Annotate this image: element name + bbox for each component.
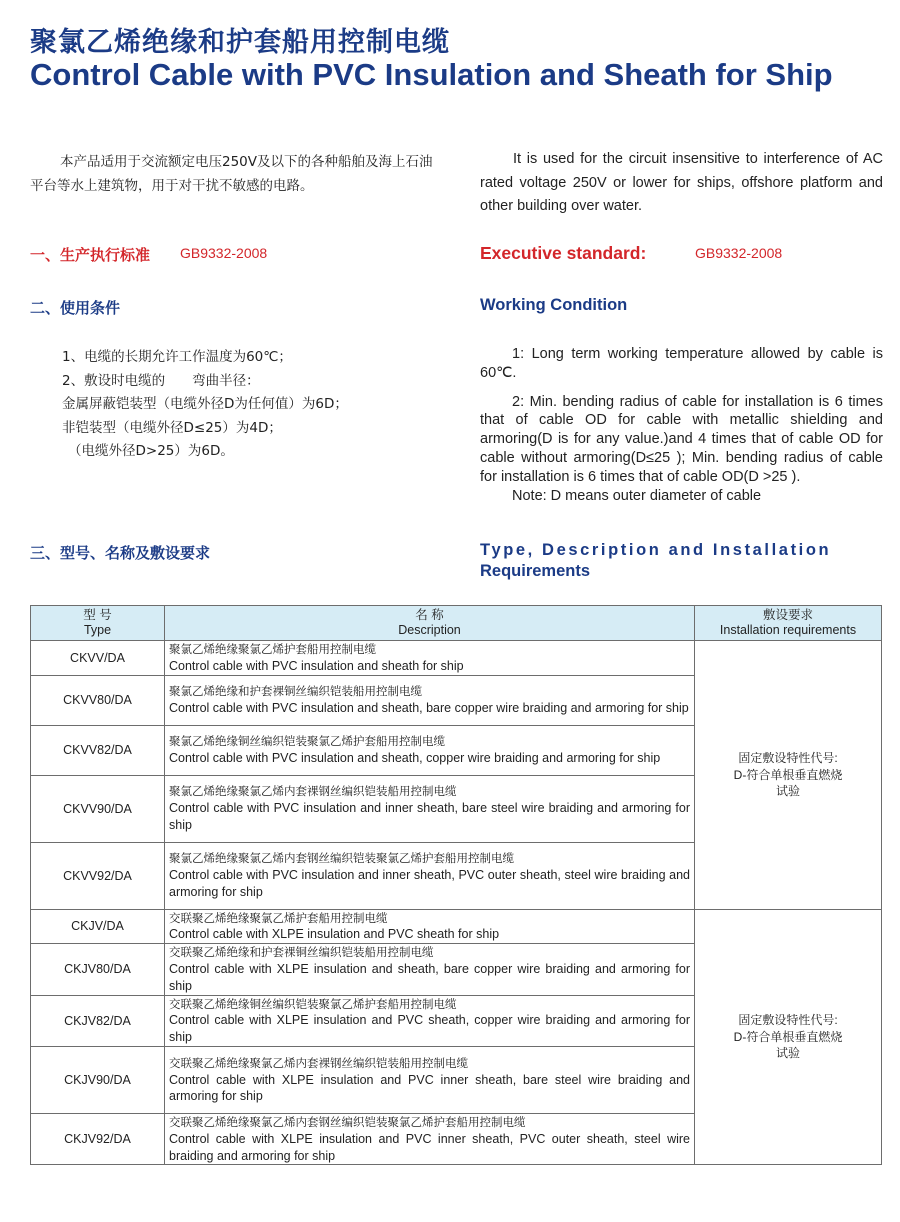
description-en: Control cable with PVC insulation and sheath for ship (169, 658, 464, 673)
description-cn: 交联聚乙烯绝缘聚氯乙烯内套裸钢丝编织铠装船用控制电缆 (169, 1055, 468, 1070)
cable-description-cell (165, 1113, 695, 1164)
description-en: Control cable with PVC insulation and sheath, copper wire braiding and armoring for ship (169, 751, 661, 766)
cable-type-cell: CKJV82/DA (31, 995, 165, 1046)
cable-description-cell (165, 995, 695, 1046)
installation-requirement-cell (695, 909, 882, 1165)
description-cn: 交联聚乙烯绝缘铜丝编织铠装聚氯乙烯护套船用控制电缆 (169, 996, 457, 1011)
cable-type-cell: CKVV82/DA (31, 725, 165, 775)
description-cn: 聚氯乙烯绝缘聚氯乙烯内套钢丝编织铠装聚氯乙烯护套船用控制电缆 (169, 851, 514, 866)
installation-line: D-符合单根垂直燃烧 (733, 767, 843, 782)
description-cn: 交联聚乙烯绝缘聚氯乙烯护套船用控制电缆 (169, 910, 388, 925)
type-header-cn: 型 号 (83, 607, 112, 622)
page-title-en: Control Cable with PVC Insulation and Sheath for Ship (30, 57, 833, 92)
description-cn: 交联聚乙烯绝缘和护套裸铜丝编织铠装船用控制电缆 (169, 945, 434, 960)
condition-paragraph: 2: Min. bending radius of cable for installation is 6 times that of cable OD for cable with metallic shielding and armoring(D is for any value.)and 4 times that of cable OD for cable without armoring(D≤25 ); Min. bending radius of cable for installation is 6 times that of cable OD(D >25 ). (480, 393, 883, 485)
type-section-heading-en (480, 540, 883, 582)
standard-value-en: GB9332-2008 (695, 245, 783, 261)
intro-en: It is used for the circuit insensitive to interference of AC rated voltage 250V or lower for ships, offshore platform and other building over water. (480, 151, 883, 214)
description-cn: 聚氯乙烯绝缘和护套裸铜丝编织铠装船用控制电缆 (169, 684, 422, 699)
cable-spec-table (30, 605, 882, 1165)
type-header (31, 606, 165, 641)
working-condition-en (480, 345, 883, 505)
standard-label-cn: 一、生产执行标准 (30, 246, 151, 264)
type-heading-line: Type, Description and Installation (480, 541, 832, 559)
description-cn: 交联聚乙烯绝缘聚氯乙烯内套钢丝编织铠装聚氯乙烯护套船用控制电缆 (169, 1114, 526, 1129)
condition-line: 金属屏蔽铠装型（电缆外径D为任何值）为6D； (62, 396, 348, 412)
condition-line: 非铠装型（电缆外径D≤25）为4D； (62, 419, 282, 436)
condition-paragraph: Note: D means outer diameter of cable (512, 487, 762, 504)
description-header-en: Description (398, 623, 461, 637)
installation-line: 固定敷设特性代号: (738, 751, 838, 766)
description-en: Control cable with PVC insulation and inner sheath, bare steel wire braiding and armoring for ship (169, 801, 690, 832)
installation-line: D-符合单根垂直燃烧 (733, 1029, 843, 1044)
condition-paragraph: 1: Long term working temperature allowed by cable is 60℃. (480, 346, 883, 381)
condition-line: 1、电缆的长期允许工作温度为60℃； (62, 349, 292, 365)
cable-description-cell (165, 944, 695, 995)
installation-line: 试验 (775, 1046, 800, 1061)
standard-label-en: Executive standard: (480, 243, 647, 263)
description-header (165, 606, 695, 641)
cable-description-cell (165, 1046, 695, 1113)
installation-header-cn: 敷设要求 (762, 607, 813, 622)
table-header-row (31, 606, 882, 641)
type-heading-line: Requirements (480, 562, 591, 580)
working-condition-cn (62, 346, 442, 464)
cable-description-cell (165, 842, 695, 909)
cable-description-cell (165, 725, 695, 775)
working-condition-heading-en: Working Condition (480, 296, 628, 314)
cable-type-cell: CKVV92/DA (31, 842, 165, 909)
table-body (31, 641, 882, 1165)
cable-type-cell: CKJV/DA (31, 909, 165, 944)
installation-header (695, 606, 882, 641)
cable-description-cell (165, 641, 695, 676)
type-header-en: Type (83, 623, 112, 637)
type-section-heading-cn: 三、型号、名称及敷设要求 (30, 544, 211, 562)
page-title-cn: 聚氯乙烯绝缘和护套船用控制电缆 (30, 27, 450, 58)
cable-type-cell: CKJV92/DA (31, 1113, 165, 1164)
cable-type-cell: CKVV/DA (31, 641, 165, 676)
condition-line: 2、敷设时电缆的 弯曲半径： (62, 372, 260, 389)
table-row (31, 641, 882, 676)
cable-description-cell (165, 675, 695, 725)
description-cn: 聚氯乙烯绝缘铜丝编织铠装聚氯乙烯护套船用控制电缆 (169, 734, 445, 749)
description-en: Control cable with XLPE insulation and PVC inner sheath, bare steel wire braiding and armoring for ship (169, 1072, 690, 1104)
condition-line: （电缆外径D>25）为6D。 (68, 443, 234, 459)
installation-line: 试验 (775, 784, 800, 799)
description-en: Control cable with XLPE insulation and PVC sheath for ship (169, 927, 500, 942)
description-en: Control cable with XLPE insulation and PVC inner sheath, PVC outer sheath, steel wire braiding and armoring for ship (169, 1131, 690, 1163)
description-cn: 聚氯乙烯绝缘聚氯乙烯护套船用控制电缆 (169, 642, 376, 656)
cable-description-cell (165, 909, 695, 944)
cable-type-cell: CKVV80/DA (31, 675, 165, 725)
installation-line: 固定敷设特性代号: (738, 1013, 838, 1028)
description-en: Control cable with XLPE insulation and PVC sheath, copper wire braiding and armoring for ship (169, 1013, 690, 1045)
cable-type-cell: CKVV90/DA (31, 775, 165, 842)
cable-description-cell (165, 775, 695, 842)
description-en: Control cable with PVC insulation and inner sheath, PVC outer sheath, steel wire braiding and armoring for ship (169, 868, 690, 899)
standard-value-cn: GB9332-2008 (180, 245, 268, 261)
cable-type-cell: CKJV80/DA (31, 944, 165, 995)
description-en: Control cable with PVC insulation and sheath, bare copper wire braiding and armoring for ship (169, 701, 689, 716)
cable-type-cell: CKJV90/DA (31, 1046, 165, 1113)
description-header-cn: 名 称 (415, 607, 444, 622)
intro-cn: 本产品适用于交流额定电压250V及以下的各种船舶及海上石油平台等水上建筑物，用于对干扰不敏感的电路。 (30, 154, 433, 194)
description-cn: 聚氯乙烯绝缘聚氯乙烯内套裸钢丝编织铠装船用控制电缆 (169, 784, 457, 799)
table-row (31, 909, 882, 944)
working-condition-heading-cn: 二、使用条件 (30, 299, 121, 317)
installation-requirement-cell (695, 641, 882, 910)
installation-header-en: Installation requirements (719, 623, 857, 637)
description-en: Control cable with XLPE insulation and sheath, bare copper wire braiding and armoring for ship (169, 961, 690, 993)
